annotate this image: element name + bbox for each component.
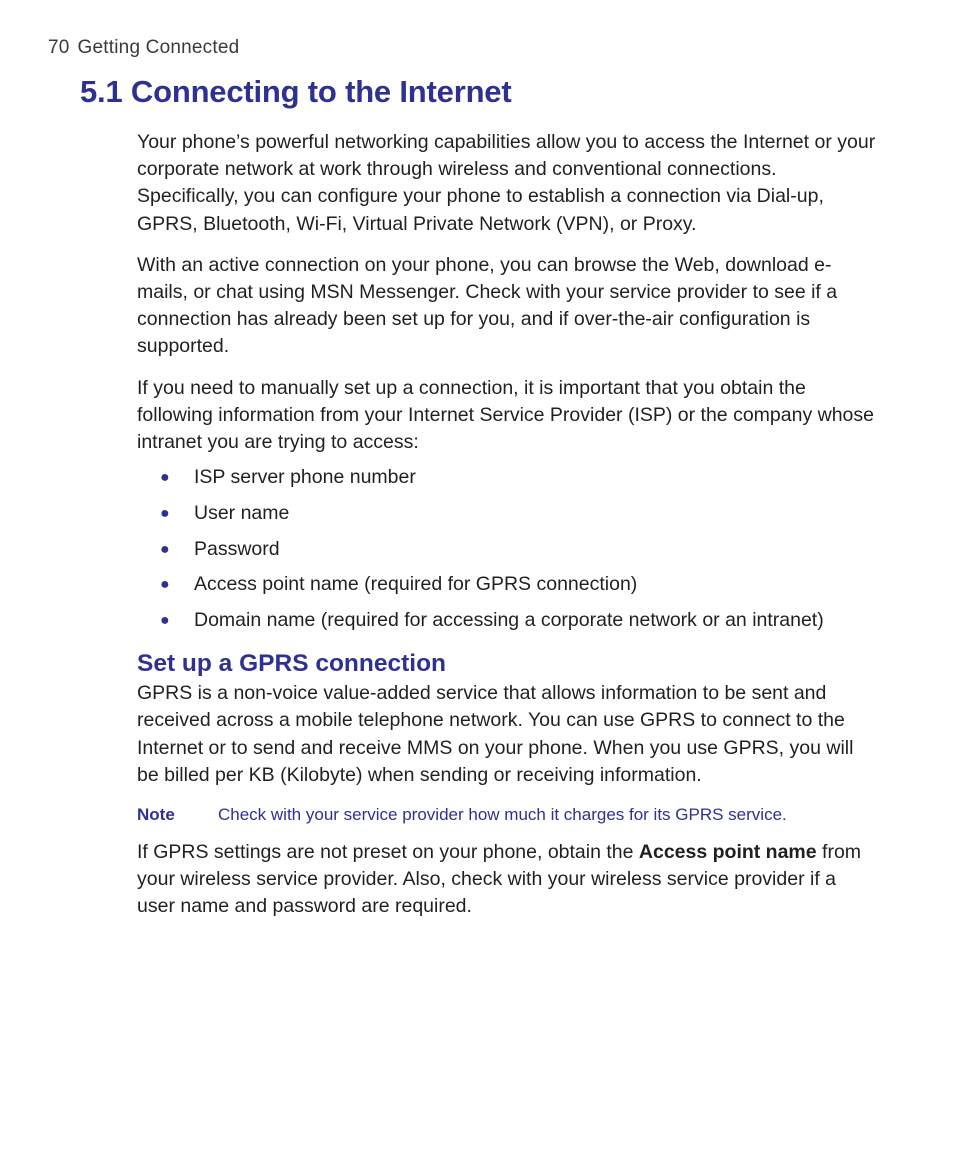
page-number: 70 [48,37,70,58]
list-item-text: Password [194,537,280,560]
gprs-paragraph: GPRS is a non-voice value-added service that allows information to be sent and received across a mobile telephone network. You can use GPRS to connect to the Internet or to send and receive MMS on your phone. When you use GPRS, you will be billed per KB (Kilobyte) when sending or receiving information. [137,682,854,786]
bullet-icon: ● [160,612,170,630]
list-item-text: Domain name (required for accessing a corporate network or an intranet) [194,609,824,632]
list-item [137,536,877,563]
final-paragraph-end: from your wireless service provider. Also, check with your wireless service provider if a user name and password are required. [137,841,862,918]
required-info-list [137,464,877,634]
intro-paragraph-1: Your phone’s powerful networking capabilities allow you to access the Internet or your corporate network at work through wireless and conventional connections. Specifically, you can configure your phone to establish a connection via Dial-up, GPRS, Bluetooth, Wi-Fi, Virtual Private Network (VPN), or Proxy. [137,131,876,235]
bullet-icon: ● [160,576,170,594]
bullet-icon: ● [160,504,170,522]
main-content [137,129,877,935]
note-text: Check with your service provider how much it charges for its GPRS service. [218,805,787,825]
gprs-final-paragraph [137,839,877,921]
list-item [137,571,877,598]
note-label: Note [137,805,175,825]
intro-paragraph-3: If you need to manually set up a connection, it is important that you obtain the following information from your Internet Service Provider (ISP) or the company whose intranet you are trying to access: [137,376,874,454]
list-item-text: User name [194,501,290,524]
gprs-section-heading: Set up a GPRS connection [137,650,447,678]
final-paragraph-start: If GPRS settings are not preset on your phone, obtain the [137,841,639,864]
note-box [137,803,877,827]
bullet-icon: ● [160,540,170,558]
list-item [137,607,877,634]
page-title: 5.1 Connecting to the Internet [80,74,512,109]
header-section-name: Getting Connected [77,37,240,58]
list-item-text: Access point name (required for GPRS connection) [194,573,638,596]
bullet-icon: ● [160,469,170,487]
intro-paragraph-2: With an active connection on your phone, you can browse the Web, download e-mails, or chat using MSN Messenger. Check with your service provider to see if a connection has already been set up for you, and if over-the-air configuration is supported. [137,253,838,358]
list-item [137,500,877,527]
running-header [48,37,239,59]
list-item-text: ISP server phone number [194,466,416,489]
access-point-name-term: Access point name [638,841,817,864]
list-item [137,464,877,491]
